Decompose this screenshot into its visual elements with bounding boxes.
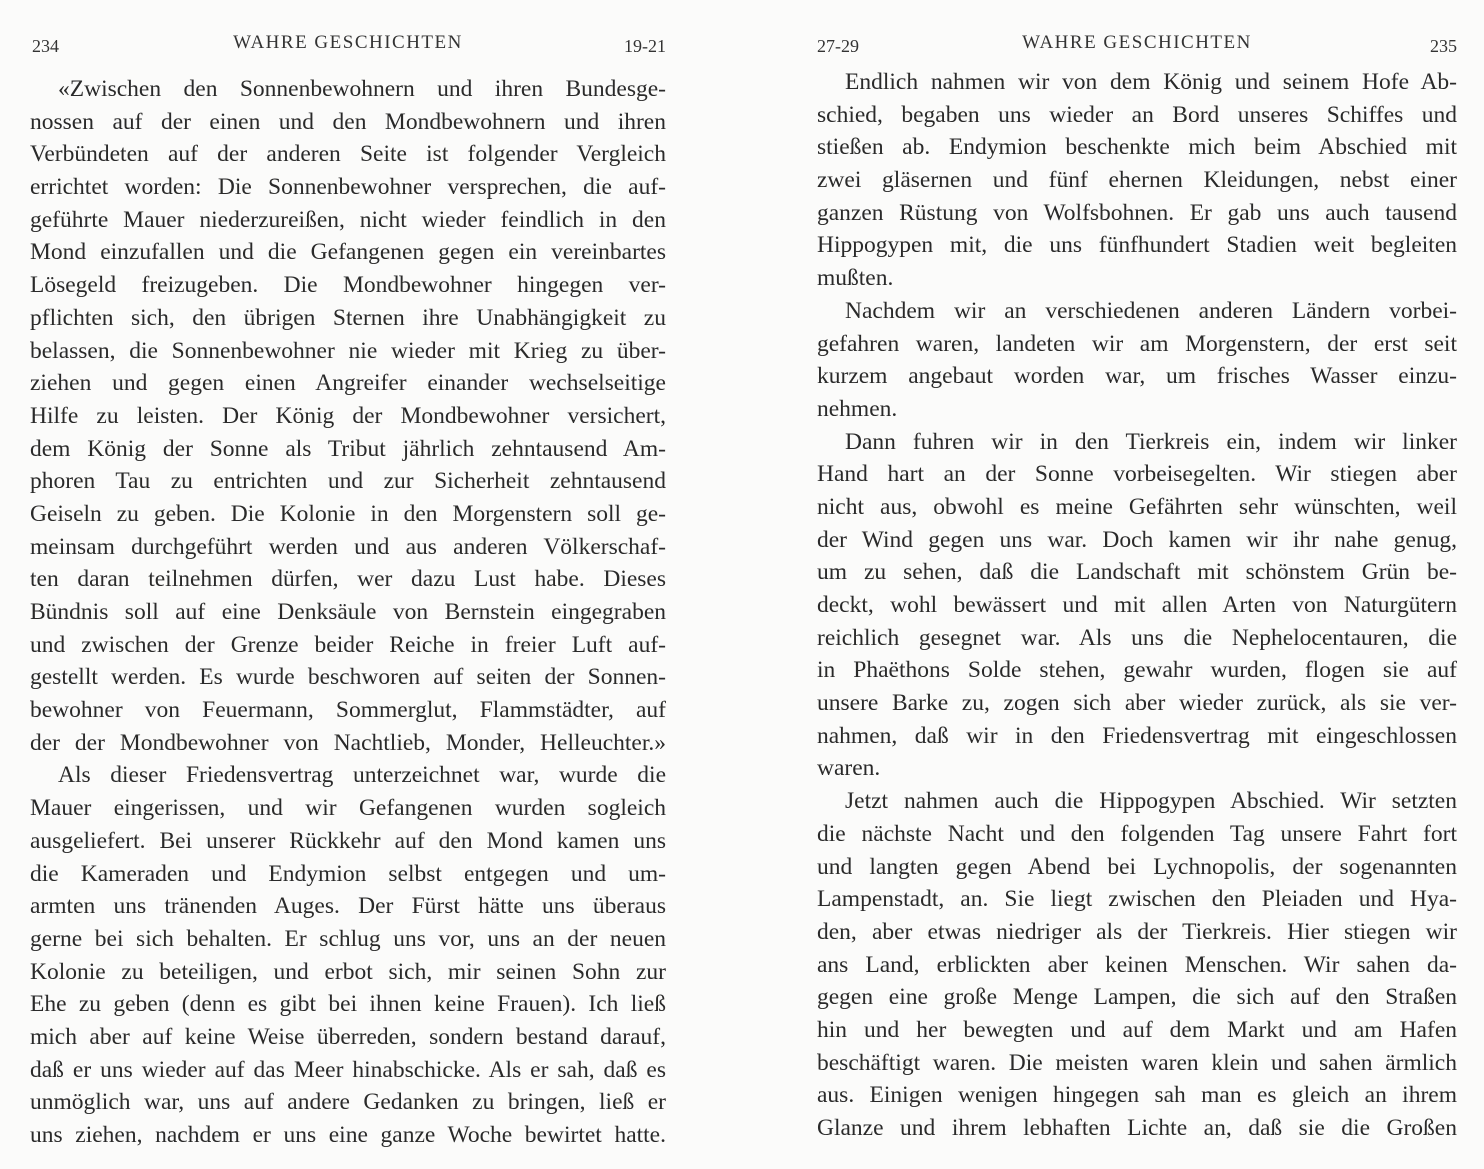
text-line: Jetzt nahmen auch die Hippogypen Abschied. Wir setzten bbox=[845, 788, 1457, 815]
running-title: WAHRE GESCHICHTEN bbox=[233, 32, 463, 53]
text-line: unmöglich war, uns auf andere Gedanken zu bringen, ließ er bbox=[30, 1089, 666, 1116]
text-line: aus. Einigen wenigen hingegen sah man es gleich an ihrem bbox=[817, 1082, 1457, 1109]
text-line: Mauer eingerissen, und wir Gefangenen wurden sogleich bbox=[30, 795, 666, 822]
text-line: und langten gegen Abend bei Lychnopolis, der sogenannten bbox=[817, 853, 1457, 880]
body-text bbox=[817, 66, 1457, 1145]
text-line: Hippogypen mit, die uns fünfhundert Stadien weit begleiten bbox=[817, 232, 1457, 259]
text-line: errichtet worden: Die Sonnenbewohner versprechen, die auf- bbox=[30, 174, 666, 201]
text-line: Geiseln zu geben. Die Kolonie in den Morgenstern soll ge- bbox=[30, 500, 666, 527]
text-line: Lampenstadt, an. Sie liegt zwischen den Pleiaden und Hya- bbox=[817, 886, 1457, 913]
text-line: in Phaëthons Solde stehen, gewahr wurden, flogen sie auf bbox=[817, 657, 1457, 684]
text-line: dem König der Sonne als Tribut jährlich zehntausend Am- bbox=[30, 435, 666, 462]
page-number: 234 bbox=[32, 36, 59, 56]
text-line: schied, begaben uns wieder an Bord unseres Schiffes und bbox=[817, 101, 1457, 128]
text-line: nicht aus, obwohl es meine Gefährten sehr wünschten, weil bbox=[817, 493, 1457, 520]
text-line: pflichten sich, den übrigen Sternen ihre Unabhängigkeit zu bbox=[30, 304, 666, 331]
text-line: bewohner von Feuermann, Sommerglut, Flammstädter, auf bbox=[30, 697, 666, 724]
left-page bbox=[30, 0, 666, 1169]
text-line: uns ziehen, nachdem er uns eine ganze Woche bewirtet hatte. bbox=[30, 1122, 666, 1148]
text-line: der der Mondbewohner von Nachtlieb, Monder, Helleuchter.» bbox=[30, 729, 666, 756]
text-line: armten uns tränenden Auges. Der Fürst hätte uns überaus bbox=[30, 893, 666, 920]
text-line: Kolonie zu beteiligen, und erbot sich, mir seinen Sohn zur bbox=[30, 958, 666, 985]
text-line: unsere Barke zu, zogen sich aber wieder zurück, als sie ver- bbox=[817, 690, 1457, 717]
text-line: den, aber etwas niedriger als der Tierkreis. Hier stiegen wir bbox=[817, 918, 1457, 945]
text-line: gestellt werden. Es wurde beschworen auf seiten der Sonnen- bbox=[30, 664, 666, 691]
section-reference: 19-21 bbox=[624, 36, 666, 56]
text-line: Ehe zu geben (denn es gibt bei ihnen keine Frauen). Ich ließ bbox=[30, 991, 666, 1018]
text-line: und zwischen der Grenze beider Reiche in freier Luft auf- bbox=[30, 631, 666, 658]
running-head-left bbox=[30, 30, 666, 60]
text-line: ten daran teilnehmen dürfen, wer dazu Lust habe. Dieses bbox=[30, 566, 666, 593]
running-title: WAHRE GESCHICHTEN bbox=[1022, 32, 1252, 53]
text-line: kurzem angebaut worden war, um frisches Wasser einzu- bbox=[817, 363, 1457, 390]
text-line: Hand hart an der Sonne vorbeisegelten. Wir stiegen aber bbox=[817, 461, 1457, 488]
text-line: hin und her bewegten und auf dem Markt und am Hafen bbox=[817, 1016, 1457, 1043]
text-line: waren. bbox=[817, 755, 881, 782]
text-line: nahmen, daß wir in den Friedensvertrag mit eingeschlossen bbox=[817, 722, 1457, 749]
running-head-right bbox=[817, 30, 1457, 60]
text-line: gerne bei sich behalten. Er schlug uns vor, uns an der neuen bbox=[30, 925, 666, 952]
right-page bbox=[817, 0, 1457, 1169]
text-line: Verbündeten auf der anderen Seite ist folgender Vergleich bbox=[30, 141, 666, 168]
text-line: Hilfe zu leisten. Der König der Mondbewohner versichert, bbox=[30, 402, 666, 429]
text-line: ziehen und gegen einen Angreifer einander wechselseitige bbox=[30, 370, 666, 397]
text-line: stießen ab. Endymion beschenkte mich beim Abschied mit bbox=[817, 134, 1457, 161]
text-line: mußten. bbox=[817, 265, 894, 292]
text-line: «Zwischen den Sonnenbewohnern und ihren Bundesge- bbox=[58, 76, 666, 102]
text-line: Endlich nahmen wir von dem König und seinem Hofe Ab- bbox=[845, 69, 1457, 95]
text-line: um zu sehen, daß die Landschaft mit schönstem Grün be- bbox=[817, 559, 1457, 586]
text-line: geführte Mauer niederzureißen, nicht wieder feindlich in den bbox=[30, 206, 666, 233]
text-line: gefahren waren, landeten wir am Morgenstern, der erst seit bbox=[817, 330, 1457, 357]
page-number: 235 bbox=[1430, 36, 1457, 56]
text-line: Dann fuhren wir in den Tierkreis ein, indem wir linker bbox=[845, 428, 1457, 455]
text-line: Lösegeld freizugeben. Die Mondbewohner hingegen ver- bbox=[30, 272, 666, 299]
text-line: belassen, die Sonnenbewohner nie wieder mit Krieg zu über- bbox=[30, 337, 666, 364]
text-line: ganzen Rüstung von Wolfsbohnen. Er gab uns auch tausend bbox=[817, 199, 1457, 226]
text-line: Als dieser Friedensvertrag unterzeichnet war, wurde die bbox=[58, 762, 666, 789]
text-line: mich aber auf keine Weise überreden, sondern bestand darauf, bbox=[30, 1023, 666, 1050]
text-line: daß er uns wieder auf das Meer hinabschicke. Als er sah, daß es bbox=[30, 1056, 666, 1083]
text-line: reichlich gesegnet war. Als uns die Nephelocentauren, die bbox=[817, 624, 1457, 651]
text-line: der Wind gegen uns war. Doch kamen wir ihr nahe genug, bbox=[817, 526, 1457, 553]
text-line: phoren Tau zu entrichten und zur Sicherheit zehntausend bbox=[30, 468, 666, 495]
text-line: zwei gläsernen und fünf ehernen Kleidungen, nebst einer bbox=[817, 167, 1457, 194]
body-text bbox=[30, 73, 666, 1152]
text-line: beschäftigt waren. Die meisten waren klein und sahen ärmlich bbox=[817, 1049, 1457, 1076]
text-line: die Kameraden und Endymion selbst entgegen und um- bbox=[30, 860, 666, 887]
text-line: die nächste Nacht und den folgenden Tag unsere Fahrt fort bbox=[817, 820, 1457, 847]
text-line: deckt, wohl bewässert und mit allen Arten von Naturgütern bbox=[817, 592, 1457, 618]
text-line: Mond einzufallen und die Gefangenen gegen ein vereinbartes bbox=[30, 239, 666, 266]
text-line: gegen eine große Menge Lampen, die sich auf den Straßen bbox=[817, 984, 1457, 1011]
text-line: ans Land, erblickten aber keinen Menschen. Wir sahen da- bbox=[817, 951, 1457, 978]
text-line: Bündnis soll auf eine Denksäule von Bernstein eingegraben bbox=[30, 599, 666, 625]
section-reference: 27-29 bbox=[817, 36, 859, 56]
text-line: nossen auf der einen und den Mondbewohnern und ihren bbox=[30, 108, 666, 135]
text-line: Nachdem wir an verschiedenen anderen Ländern vorbei- bbox=[845, 297, 1457, 324]
text-line: Glanze und ihrem lebhaften Lichte an, daß sie die Großen bbox=[817, 1115, 1457, 1141]
text-line: meinsam durchgeführt werden und aus anderen Völkerschaf- bbox=[30, 533, 666, 560]
text-line: ausgeliefert. Bei unserer Rückkehr auf den Mond kamen uns bbox=[30, 827, 666, 854]
text-line: nehmen. bbox=[817, 395, 898, 422]
